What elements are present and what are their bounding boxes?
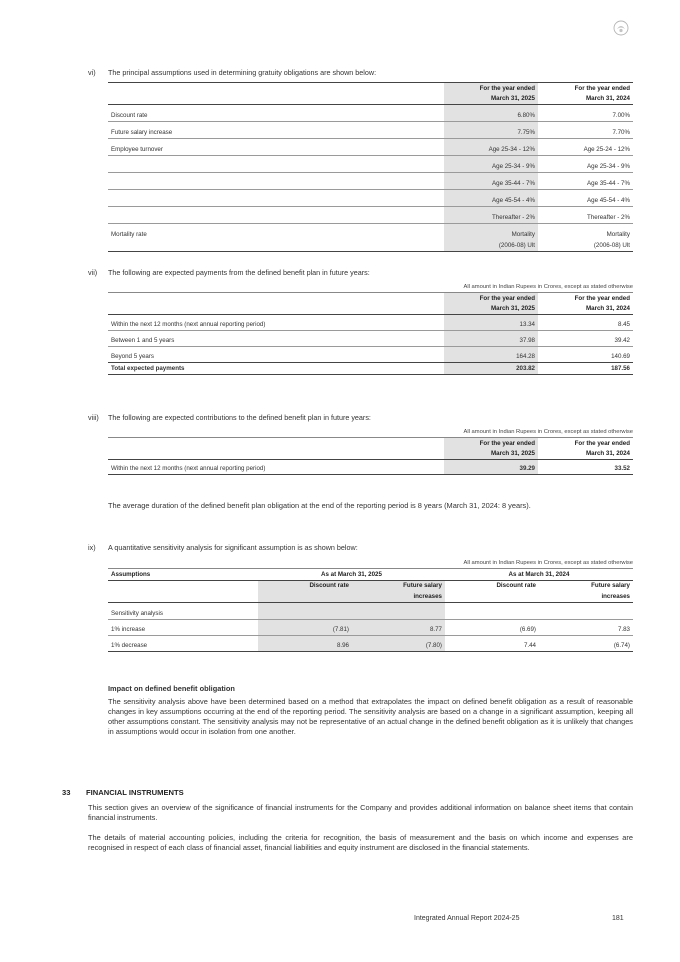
section-viii-heading: viii) The following are expected contributions to the defined benefit plan in future years: (88, 413, 371, 422)
currency-note: All amount in Indian Rupees in Crores, except as stated otherwise (108, 284, 633, 293)
table-row: Thereafter - 2% Thereafter - 2% (108, 213, 633, 224)
table-row: Beyond 5 years 164.28 140.69 (108, 352, 633, 363)
table-row: Between 1 and 5 years 37.98 39.42 (108, 336, 633, 347)
table-row: Future salary increase 7.75% 7.70% (108, 128, 633, 139)
col-2024-line1: For the year ended (574, 84, 630, 92)
table-row: 1% decrease 8.96 (7.80) 7.44 (6.74) (108, 640, 633, 651)
table-row: (2006-08) Ult (2006-08) Ult (108, 240, 633, 251)
impact-paragraph: The sensitivity analysis above have been determined based on a method that extrapolates the impact on defined benefit obligation as a result of reasonable changes in key assumptions occurring at the end of the reporting period. The sensitivity analysis are based on a change in a significant assumption, keeping all other assumptions constant. The sensitivity analysis may not be representative of an actual change in the defined benefit obligation as it is unlikely that changes in assumptions would occur in isolation from one another. (108, 697, 633, 736)
assumptions-header: Assumptions (111, 570, 151, 578)
section-33-heading: 33 FINANCIAL INSTRUMENTS (62, 788, 184, 797)
period-2025-header: As at March 31, 2025 (321, 570, 382, 578)
table-row: 1% increase (7.81) 8.77 (6.69) 7.83 (108, 624, 633, 635)
assumptions-table (108, 82, 633, 252)
section-vii-heading: vii) The following are expected payments from the defined benefit plan in future years: (88, 268, 370, 277)
section-ix-heading: ix) A quantitative sensitivity analysis for significant assumption is as shown below: (88, 543, 358, 552)
col-2024-line2: March 31, 2024 (585, 95, 630, 103)
section-33-para-2: The details of material accounting policies, including the criteria for recognition, the basis of measurement and the basis on which income and expenses are recognised in respect of each class of financial asset, financial liabilities and equity instrument are disclosed in the financial statements. (88, 833, 633, 852)
expected-payments-table: All amount in Indian Rupees in Crores, except as stated otherwise For the year ended For the year ended March 31, 2025 March 31, 2024 Within the next 12 months (next annual reporting period) 13.34 8.45 Between 1 and 5 years 37.98 39.42 Beyond 5 years 164.28 140.69 Total expected payments 203.82 187.56 (108, 284, 633, 375)
section-vi-heading: vi) The principal assumptions used in determining gratuity obligations are shown below: (88, 68, 377, 77)
table-row: Mortality rate Mortality Mortality (111, 231, 630, 239)
table-row: Age 35-44 - 7% Age 35-44 - 7% (108, 179, 633, 190)
table-row: Discount rate 6.80% 7.00% (108, 111, 633, 122)
duration-paragraph: The average duration of the defined benefit plan obligation at the end of the reporting period is 8 years (March 31, 2024: 8 years). (108, 501, 531, 510)
table-row: Employee turnover Age 25-34 - 12% Age 25-24 - 12% (108, 145, 633, 156)
page-number: 181 (612, 915, 624, 922)
table-row: Age 25-34 - 9% Age 25-34 - 9% (108, 162, 633, 173)
table-row: Within the next 12 months (next annual reporting period) 39.29 33.52 (108, 464, 633, 475)
total-row: Total expected payments 203.82 187.56 (108, 363, 633, 375)
footer-report-title: Integrated Annual Report 2024-25 (414, 915, 520, 922)
col-2025-line2: March 31, 2025 (444, 94, 538, 105)
table-row: Within the next 12 months (next annual reporting period) 13.34 8.45 (108, 320, 633, 331)
company-logo-icon (613, 20, 629, 36)
table-row: Age 45-54 - 4% Age 45-54 - 4% (108, 196, 633, 207)
sensitivity-table: All amount in Indian Rupees in Crores, except as stated otherwise Assumptions As at March 31, 2025 As at March 31, 2024 Discount rate Future salary Discount rate Future salary increases increases Sensitivity analysis 1% increase (7.81) 8.77 (6.69) 7.83 1% decrease 8.96 (7.80) 7.44 (6.74) (108, 560, 633, 652)
expected-contributions-table: All amount in Indian Rupees in Crores, except as stated otherwise For the year ended For the year ended March 31, 2025 March 31, 2024 Within the next 12 months (next annual reporting period) 39.29 33.52 (108, 429, 633, 475)
impact-title: Impact on defined benefit obligation (108, 684, 235, 693)
section-33-para-1: This section gives an overview of the significance of financial instruments for the Company and provides additional information on balance sheet items that contain financial instruments. (88, 803, 633, 822)
col-2025-line1: For the year ended (444, 83, 538, 94)
period-2024-header: As at March 31, 2024 (508, 570, 570, 578)
